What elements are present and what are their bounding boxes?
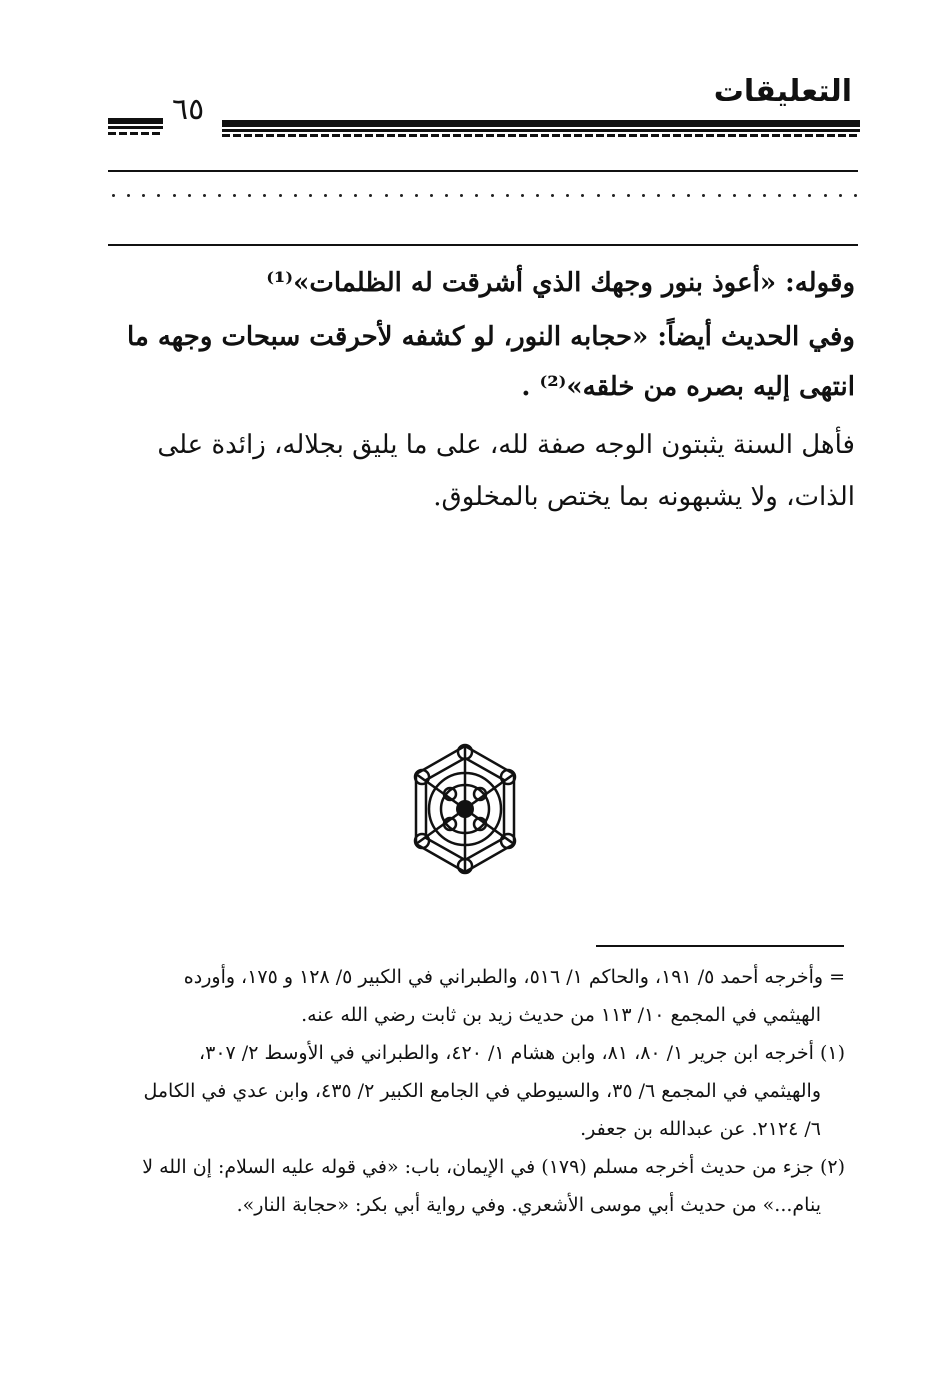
footnote-continuation-line-1: = وأخرجه أحمد ٥/ ١٩١، والحاكم ١/ ٥١٦، والطبراني في الكبير ٥/ ١٢٨ و ١٧٥، وأورده — [183, 966, 845, 988]
continuation-rule-top — [108, 170, 858, 172]
continuation-rule-bottom — [108, 244, 858, 246]
footnote-1-line-1: (١) أخرجه ابن جرير ١/ ٨٠، ٨١، وابن هشام ١/ ٤٢٠، والطبراني في الأوسط ٢/ ٣٠٧، — [199, 1042, 845, 1064]
footnote-separator — [596, 945, 844, 947]
running-header-title: التعليقات — [713, 74, 852, 109]
body-quote-1 — [266, 268, 855, 298]
body-paragraph-line-1: فأهل السنة يثبتون الوجه صفة لله، على ما يليق بجلاله، زائدة على — [157, 430, 855, 460]
body-paragraph-line-2: الذات، ولا يشبهونه بما يختص بالمخلوق. — [433, 482, 855, 512]
footnote-1-line-3: ٦/ ٢١٢٤. عن عبدالله بن جعفر. — [580, 1118, 821, 1140]
ellipsis-dots — [112, 188, 857, 202]
footnote-1-line-2: والهيثمي في المجمع ٦/ ٣٥، والسيوطي في الجامع الكبير ٢/ ٤٣٥، وابن عدي في الكامل — [143, 1080, 821, 1102]
body-quote-2-line-1: وفي الحديث أيضاً: «حجابه النور، لو كشفه لأحرقت سبحات وجهه ما — [126, 322, 855, 352]
decorative-star-ornament-icon — [410, 742, 520, 876]
footnote-2-line-1: (٢) جزء من حديث أخرجه مسلم (١٧٩) في الإيمان، باب: «في قوله عليه السلام: إن الله لا — [142, 1156, 845, 1178]
footnote-continuation-line-2: الهيثمي في المجمع ١٠/ ١١٣ من حديث زيد بن ثابت رضي الله عنه. — [301, 1004, 821, 1026]
quote-text: وقوله: «أعوذ بنور وجهك الذي أشرقت له الظلمات»⁽¹⁾ — [266, 268, 855, 298]
footnote-2-line-2: ينام...» من حديث أبي موسى الأشعري. وفي رواية أبي بكر: «حجابة النار». — [236, 1194, 821, 1216]
body-quote-2-line-2: انتهى إليه بصره من خلقه»⁽²⁾ . — [521, 372, 855, 402]
page-number: ٦٥ — [172, 92, 205, 127]
